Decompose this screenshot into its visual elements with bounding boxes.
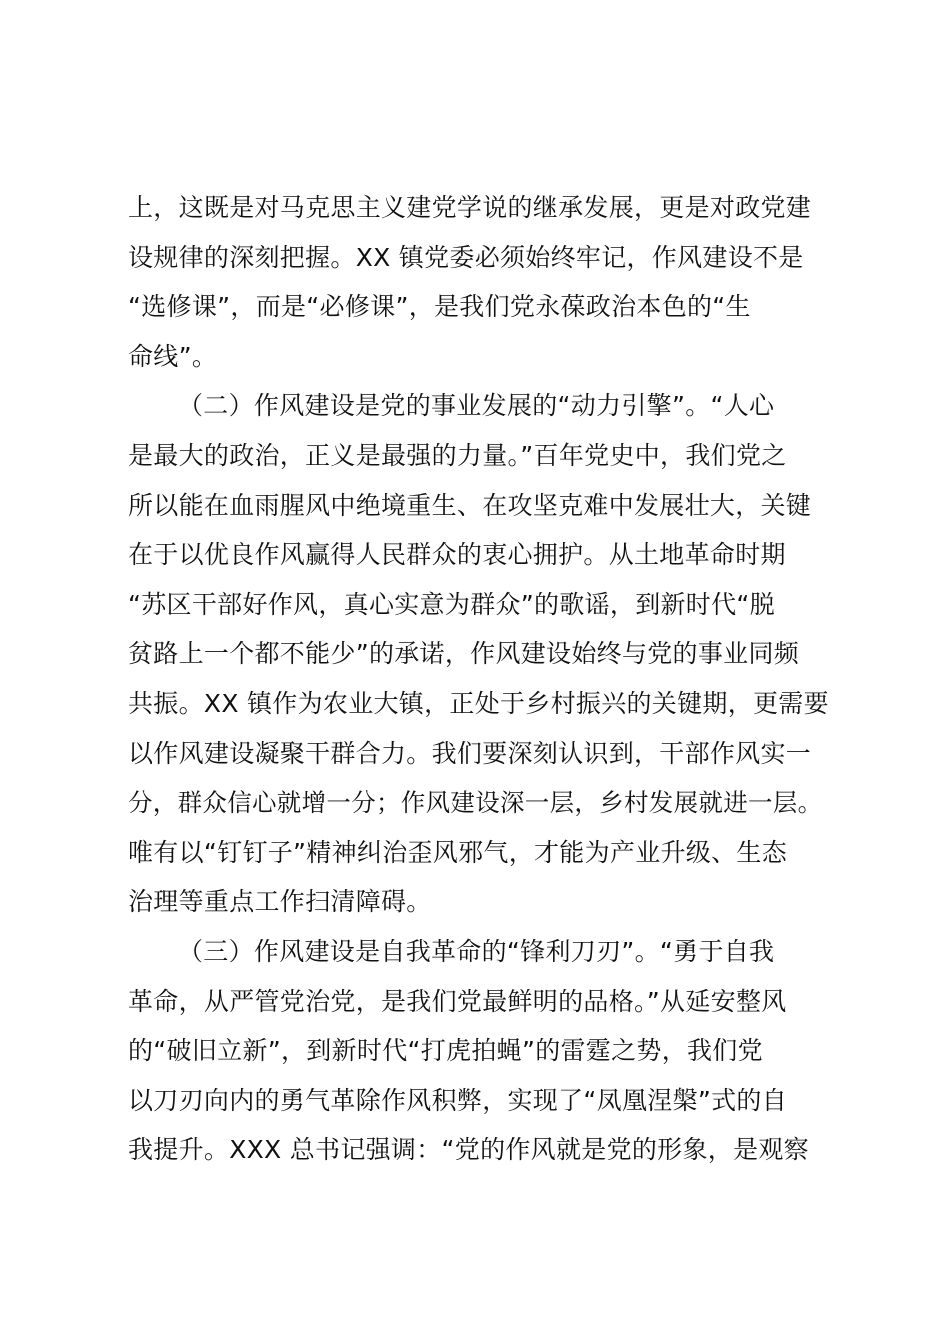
text-line: 所以能在血雨腥风中绝境重生、在攻坚克难中发展壮大，关键 bbox=[128, 490, 812, 520]
text-line: 我提升。XXX 总书记强调：“党的作风就是党的形象，是观察 bbox=[128, 1135, 809, 1165]
text-line: “苏区干部好作风，真心实意为群众”的歌谣，到新时代“脱 bbox=[128, 589, 775, 619]
text-line: 上，这既是对马克思主义建党学说的继承发展，更是对政党建 bbox=[128, 193, 812, 222]
document-body bbox=[128, 183, 833, 1175]
text-line: 的“破旧立新”，到新时代“打虎拍蝇”的雷霆之势，我们党 bbox=[128, 1036, 763, 1066]
text-line: 治理等重点工作扫清障碍。 bbox=[128, 887, 432, 917]
text-line: 在于以优良作风赢得人民群众的衷心拥护。从土地革命时期 bbox=[128, 540, 786, 570]
text-line: 命线”。 bbox=[128, 341, 218, 371]
text-line: 分，群众信心就增一分；作风建设深一层，乡村发展就进一层。 bbox=[128, 788, 823, 818]
text-line: 是最大的政治，正义是最强的力量。”百年党史中，我们党之 bbox=[128, 440, 787, 470]
text-line: 贫路上一个都不能少”的承诺，作风建设始终与党的事业同频 bbox=[128, 639, 800, 669]
text-line: 设规律的深刻把握。XX 镇党委必须始终牢记，作风建设不是 bbox=[128, 242, 804, 272]
text-line: 革命，从严管党治党，是我们党最鲜明的品格。”从延安整风 bbox=[128, 986, 787, 1016]
text-line: 唯有以“钉钉子”精神纠治歪风邪气，才能为产业升级、生态 bbox=[128, 837, 788, 867]
section-heading-line: （二）作风建设是党的事业发展的“动力引擎”。“人心 bbox=[178, 391, 775, 421]
text-line: 以作风建设凝聚干群合力。我们要深刻认识到，干部作风实一 bbox=[128, 738, 812, 768]
section-heading-line: （三）作风建设是自我革命的“锋利刀刃”。“勇于自我 bbox=[178, 936, 775, 966]
text-line: 共振。XX 镇作为农业大镇，正处于乡村振兴的关键期，更需要 bbox=[128, 688, 829, 718]
text-line: 以刀刃向内的勇气革除作风积弊，实现了“凤凰涅槃”式的自 bbox=[128, 1085, 788, 1115]
text-line: “选修课”，而是“必修课”，是我们党永葆政治本色的“生 bbox=[128, 292, 751, 322]
